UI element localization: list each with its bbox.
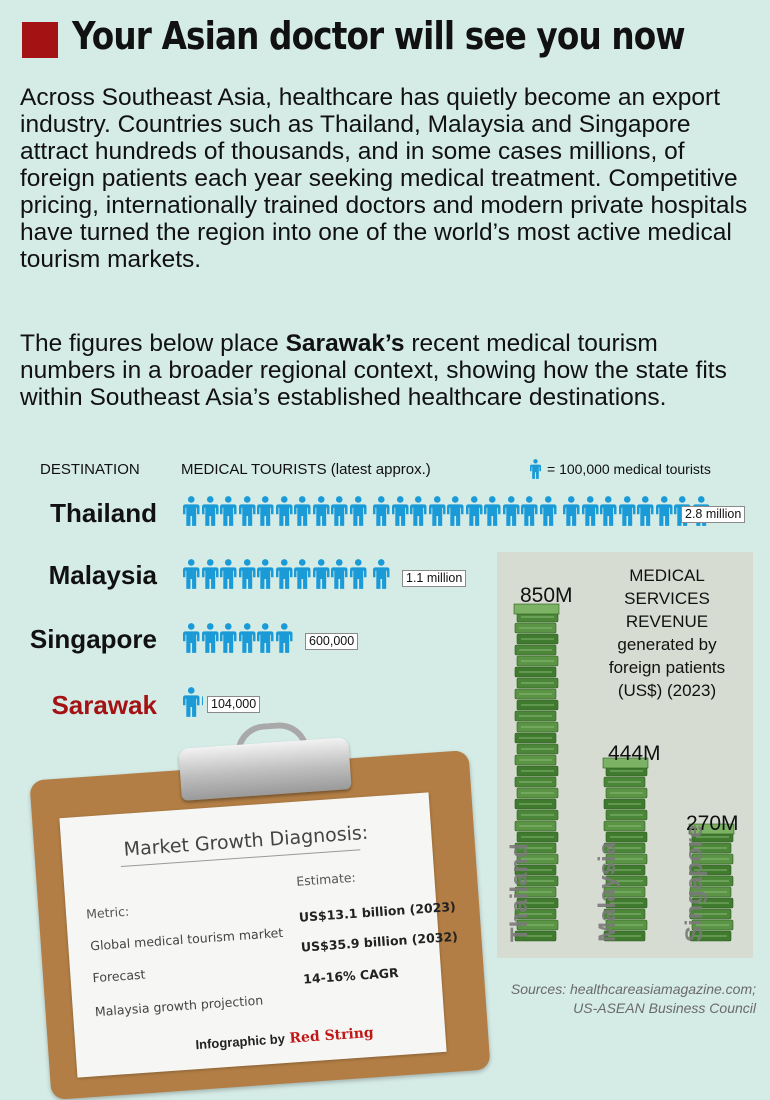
person-icon (600, 494, 617, 528)
person-icon (484, 494, 501, 528)
people-row-singapore (183, 621, 294, 655)
estimate-row-3: 14-16% CAGR (302, 964, 400, 987)
person-icon (276, 494, 293, 528)
person-icon (656, 494, 673, 528)
person-icon (257, 557, 274, 591)
person-icon (392, 494, 409, 528)
person-icon (202, 494, 219, 528)
revenue-value-thailand: 850M (520, 584, 573, 607)
person-icon (429, 494, 446, 528)
credit (195, 1025, 374, 1053)
context-text-1: The figures below place (20, 330, 286, 357)
person-icon (410, 494, 427, 528)
person-icon (373, 557, 390, 591)
person-icon (331, 494, 348, 528)
person-icon (294, 557, 311, 591)
person-icon (350, 494, 367, 528)
person-icon (257, 494, 274, 528)
person-icon (350, 557, 367, 591)
person-icon (239, 557, 256, 591)
estimate-header: Estimate: (295, 869, 357, 889)
person-icon (257, 621, 274, 655)
estimate-row-1: US$13.1 billion (2023) (298, 898, 457, 925)
person-icon (183, 621, 200, 655)
credit-brand: Red String (288, 1024, 375, 1047)
person-icon (313, 494, 330, 528)
diagnosis-title: Market Growth Diagnosis: (122, 821, 369, 861)
people-row-sarawak (183, 685, 205, 719)
context-bold: Sarawak’s (285, 330, 405, 357)
person-icon (530, 459, 541, 479)
tourists-header: MEDICAL TOURISTS (latest approx.) (181, 461, 431, 478)
credit-prefix: Infographic by (194, 1031, 286, 1053)
source-line-2: US-ASEAN Business Council (573, 1000, 756, 1016)
person-icon (276, 621, 293, 655)
person-icon (582, 494, 599, 528)
person-icon (331, 557, 348, 591)
revenue-country-malaysia: Malaysia (594, 841, 621, 942)
person-icon (294, 494, 311, 528)
clipboard-paper (59, 792, 459, 1077)
metric-header: Metric: (85, 903, 130, 922)
context-paragraph (20, 330, 755, 411)
person-icon (183, 494, 200, 528)
revenue-value-malaysia: 444M (608, 742, 661, 765)
revenue-country-singapore: Singapore (681, 824, 708, 942)
revenue-value-singapore: 270M (686, 812, 739, 835)
people-row-thailand (183, 494, 711, 528)
dest-sarawak: Sarawak (51, 690, 157, 720)
intro-paragraph: Across Southeast Asia, healthcare has quietly become an export industry. Countries such as Thailand, Malaysia and Singapore attract hundreds of thousands, and in some cases millions, of foreign patients each year seeking medical treatment. Competitive pricing, internationally trained doctors and modern private hospitals have turned the region into one of the world’s most active medical tourism markets. (20, 84, 748, 273)
people-row-malaysia (183, 557, 392, 591)
revenue-title: MEDICAL SERVICES REVENUE generated by foreign patients (US$) (2023) (608, 566, 726, 700)
person-icon (220, 621, 237, 655)
person-icon (202, 557, 219, 591)
person-icon (521, 494, 538, 528)
dest-thailand: Thailand (50, 498, 157, 528)
person-icon (220, 557, 237, 591)
person-icon (637, 494, 654, 528)
person-icon (276, 557, 293, 591)
value-label-malaysia: 1.1 million (402, 570, 466, 587)
page-title: Your Asian doctor will see you now (72, 14, 685, 58)
legend-text: = 100,000 medical tourists (547, 461, 711, 477)
person-icon (540, 494, 557, 528)
person-icon (183, 685, 200, 719)
person-icon (183, 557, 200, 591)
title-marker (22, 22, 58, 58)
metric-row-3: Malaysia growth projection (94, 992, 264, 1020)
legend (530, 459, 711, 479)
person-icon (619, 494, 636, 528)
value-label-thailand: 2.8 million (681, 506, 745, 523)
person-icon (503, 494, 520, 528)
context-text-2: recent medical tourism numbers in a broader regional context, showing how the state fits within Southeast Asia’s established healthcare destinations. (20, 330, 727, 411)
person-icon (202, 621, 219, 655)
source-line-1: Sources: healthcareasiamagazine.com; (510, 981, 756, 997)
person-icon (220, 494, 237, 528)
metric-row-2: Forecast (92, 966, 146, 986)
person-icon (447, 494, 464, 528)
person-icon (313, 557, 330, 591)
person-icon (373, 494, 390, 528)
person-icon (563, 494, 580, 528)
estimate-row-2: US$35.9 billion (2032) (300, 928, 459, 955)
destination-header: DESTINATION (40, 461, 140, 478)
value-label-singapore: 600,000 (305, 633, 358, 650)
dest-singapore: Singapore (29, 624, 157, 654)
person-icon (239, 621, 256, 655)
clipboard (30, 735, 490, 1053)
revenue-country-thailand: Thailand (506, 843, 533, 942)
sources (511, 980, 756, 1018)
metric-row-1: Global medical tourism market (89, 924, 284, 954)
person-icon (202, 685, 203, 719)
person-icon (466, 494, 483, 528)
dest-malaysia: Malaysia (48, 560, 157, 590)
person-icon (239, 494, 256, 528)
value-label-sarawak: 104,000 (207, 696, 260, 713)
